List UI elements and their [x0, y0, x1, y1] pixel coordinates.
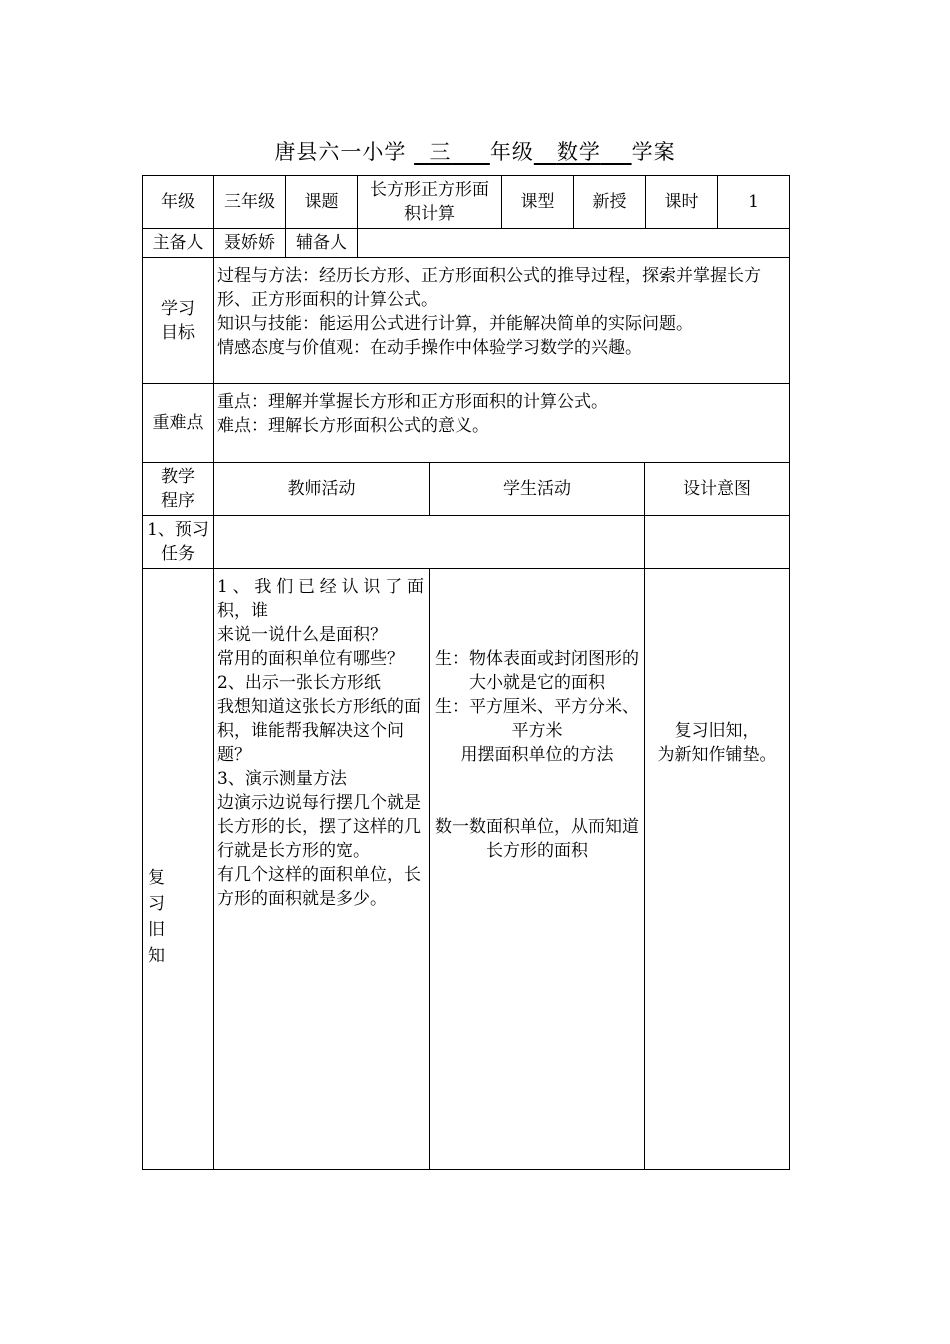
teacher-question-3: 我想知道这张长方形纸的面积，谁能帮我解决这个问题？	[217, 697, 421, 765]
design-note-1: 复习旧知，	[674, 721, 760, 741]
key-points-content-cell	[213, 383, 790, 463]
document-title	[0, 138, 950, 166]
objective-attitude: 情感态度与价值观：在动手操作中体验学习数学的兴趣。	[217, 338, 642, 358]
review-student-cell	[429, 568, 645, 1170]
teacher-demo: 边演示边说每行摆几个就是长方形的长，摆了这样的几行就是长方形的宽。	[217, 793, 421, 861]
key-points-label-cell: 重难点	[142, 383, 214, 463]
objective-process: 过程与方法：经历长方形、正方形面积公式的推导过程，探索并掌握长方形、正方形面积的计算公式。	[217, 266, 761, 310]
design-note-2: 为新知作铺垫。	[657, 745, 777, 765]
review-design-cell	[644, 568, 790, 1170]
review-label-cell: 复习旧知	[142, 568, 214, 1170]
hours-label-cell: 课时	[645, 175, 718, 229]
design-intent-header: 设计意图	[644, 462, 790, 516]
main-prep-value-cell: 聂娇娇	[213, 228, 286, 258]
review-teacher-cell	[213, 568, 430, 1170]
assist-prep-value-cell	[357, 228, 790, 258]
topic-label-cell: 课题	[285, 175, 358, 229]
subject-blank: 数学	[556, 140, 601, 164]
student-answer-3: 用摆面积单位的方法	[460, 745, 614, 765]
lesson-type-label-cell: 课型	[501, 175, 574, 229]
objectives-label-cell: 学习目标	[142, 257, 214, 384]
preview-task-design-cell	[644, 515, 790, 569]
teacher-activity-header: 教师活动	[213, 462, 430, 516]
student-answer-2-cont: 平方米	[511, 721, 563, 741]
teacher-step-2: 2、出示一张长方形纸	[217, 673, 381, 693]
objectives-content-cell	[213, 257, 790, 384]
teacher-question-1: 来说一说什么是面积？	[217, 625, 387, 645]
objective-knowledge: 知识与技能：能运用公式进行计算，并能解决简单的实际问题。	[217, 314, 693, 334]
grade-label-cell: 年级	[142, 175, 214, 229]
lesson-type-value-cell: 新授	[573, 175, 646, 229]
student-activity-header: 学生活动	[429, 462, 645, 516]
student-answer-4: 数一数面积单位，从而知道长方形的面积	[435, 817, 639, 861]
teacher-step-3: 3、演示测量方法	[217, 769, 347, 789]
main-prep-label-cell: 主备人	[142, 228, 214, 258]
procedure-label-cell: 教学程序	[142, 462, 214, 516]
teacher-step-1: 1、我们已经认识了面	[217, 577, 426, 597]
key-point: 重点：理解并掌握长方形和正方形面积的计算公式。	[217, 392, 608, 412]
teacher-question-2: 常用的面积单位有哪些？	[217, 649, 404, 669]
teacher-summary: 有几个这样的面积单位，长方形的面积就是多少。	[217, 865, 421, 909]
preview-task-label-cell: 1、预习任务	[142, 515, 214, 569]
preview-task-content-cell	[213, 515, 645, 569]
difficult-point: 难点：理解长方形面积公式的意义。	[217, 416, 489, 436]
grade-suffix: 年级	[489, 140, 534, 164]
student-answer-2: 生：平方厘米、平方分米、	[435, 697, 639, 717]
teacher-step-1-cont: 积，谁	[217, 601, 268, 621]
grade-blank: 三	[429, 140, 452, 164]
student-answer-1: 生：物体表面或封闭图形的大小就是它的面积	[435, 649, 639, 693]
doc-type: 学案	[631, 140, 676, 164]
school-name: 唐县六一小学	[274, 140, 407, 164]
lesson-plan-table	[143, 176, 790, 1170]
topic-value-cell: 长方形正方形面积计算	[357, 175, 502, 229]
hours-value-cell: 1	[717, 175, 790, 229]
assist-prep-label-cell: 辅备人	[285, 228, 358, 258]
grade-value-cell: 三年级	[213, 175, 286, 229]
